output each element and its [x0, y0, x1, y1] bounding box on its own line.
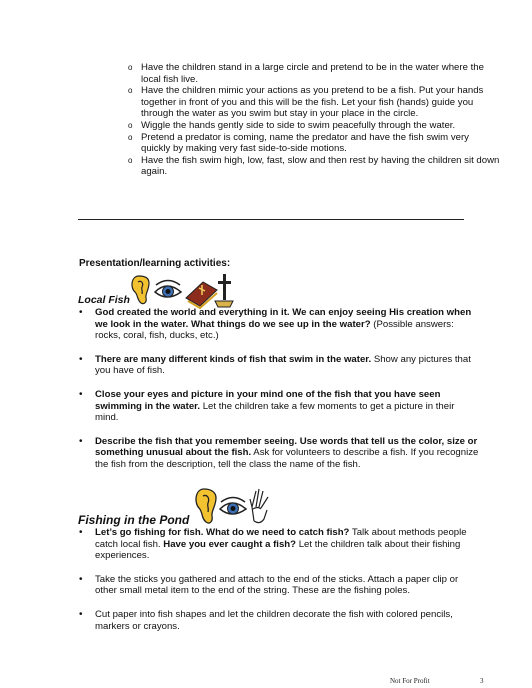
bullet-icon: •: [79, 307, 83, 318]
fishing-pond-list: [79, 527, 479, 644]
eye-icon: [155, 281, 181, 298]
bullet-icon: •: [79, 573, 83, 585]
fishing-pond-icons: [194, 485, 274, 529]
circle-bullet-icon: o: [128, 86, 133, 96]
circle-bullet-icon: o: [128, 63, 133, 72]
local-fish-heading: Local Fish: [78, 294, 130, 306]
section-title: Presentation/learning activities:: [79, 258, 231, 269]
list-item: [79, 527, 479, 562]
ear-icon: [196, 489, 216, 523]
list-item: [79, 307, 479, 342]
sublist-item: [128, 155, 500, 178]
list-item-text: Show any pictures that you have of fish.: [95, 353, 471, 377]
sublist-item-text: Have the children stand in a large circle and pretend to be in the water where the local fish live.: [141, 62, 484, 85]
list-item-bold: God created the world and everything in it. We can enjoy seeing His creation when we look in the water. What things do we see up in the water?: [95, 307, 472, 330]
activity-sublist: [128, 62, 500, 178]
list-item-bold: Let’s go fishing for fish. What do we need to catch fish?: [95, 527, 350, 538]
sublist-item-text: Have the children mimic your actions as you pretend to be a fish. Put your hands together in front of you and this will be the fish. Let your fish (hands) guide you through the water as you swim but stay in your place in the circle.: [141, 85, 484, 120]
eye-icon: [220, 498, 246, 515]
bullet-icon: •: [79, 527, 83, 538]
bullet-icon: •: [79, 608, 83, 620]
cross-icon: [215, 274, 233, 307]
list-item-text: Let the children talk about their fishing experiences.: [95, 538, 461, 562]
list-item-text: Cut paper into fish shapes and let the children decorate the fish with colored pencils, markers or crayons.: [95, 608, 453, 632]
bullet-icon: •: [79, 353, 83, 365]
sublist-item: [128, 132, 500, 155]
list-item: [79, 389, 479, 424]
list-item-text: Talk about methods people catch local fish.: [95, 527, 467, 550]
circle-bullet-icon: o: [128, 120, 133, 130]
local-fish-icons: [129, 270, 239, 310]
list-item-bold: There are many different kinds of fish that swim in the water.: [95, 353, 372, 365]
sublist-item: [128, 85, 500, 120]
sublist-item: [128, 120, 500, 132]
local-fish-list: [79, 307, 479, 483]
list-item: [79, 574, 479, 597]
sublist-item: [128, 62, 500, 85]
list-item: [79, 436, 479, 471]
sublist-item-text: Have the fish swim high, low, fast, slow and then rest by having the children sit down again.: [141, 154, 500, 178]
bullet-icon: •: [79, 388, 83, 400]
list-item-bold: Close your eyes and picture in your mind one of the fish that you have seen swimming in the water.: [95, 388, 441, 412]
bullet-icon: •: [79, 435, 83, 447]
circle-bullet-icon: o: [128, 132, 133, 142]
page-number: 3: [480, 677, 484, 685]
list-item-text: (Possible answers: rocks, coral, fish, ducks, etc.): [95, 318, 454, 342]
list-item-bold: Describe the fish that you remember seeing. Use words that tell us the color, size or something unusual about the fish.: [95, 435, 478, 459]
list-item-text: Let the children take a few moments to get a picture in their mind.: [95, 400, 455, 424]
hand-icon: [250, 489, 268, 523]
list-item: [79, 354, 479, 377]
fishing-pond-heading: Fishing in the Pond: [78, 513, 190, 527]
horizontal-rule: [78, 219, 464, 220]
sublist-item-text: Wiggle the hands gently side to side to swim peacefully through the water.: [141, 119, 456, 131]
circle-bullet-icon: o: [128, 155, 133, 165]
ear-icon: [132, 276, 149, 304]
list-item-bold: Have you ever caught a fish?: [163, 538, 297, 550]
sublist-item-text: Pretend a predator is coming, name the predator and have the fish swim very quickly by making very fast side-to-side motions.: [141, 131, 469, 155]
list-item-text: Take the sticks you gathered and attach to the end of the sticks. Attach a paper clip or other small metal item to the end of the string. These are the fishing poles.: [95, 573, 459, 597]
list-item-text: Ask for volunteers to describe a fish. If you recognize the fish from the description, tell the class the name of the fish.: [95, 447, 479, 470]
book-icon: [186, 282, 217, 308]
list-item: [79, 609, 479, 632]
footer-text: Not For Profit: [390, 677, 430, 685]
